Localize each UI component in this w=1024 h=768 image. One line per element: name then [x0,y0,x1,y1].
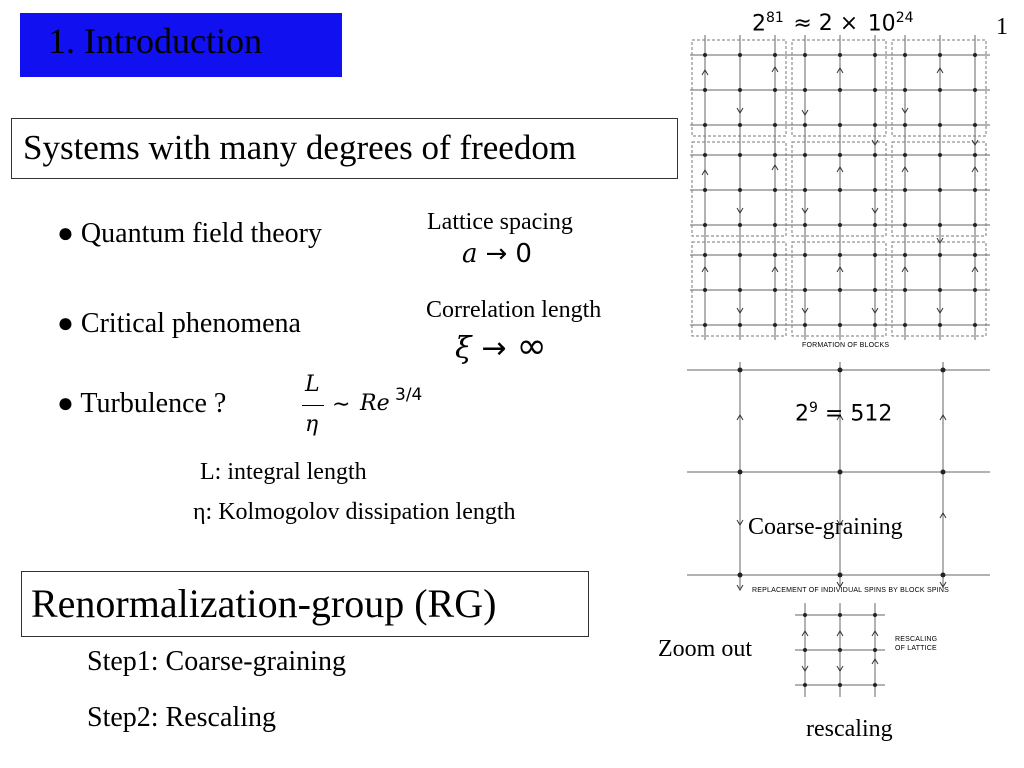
bullet-label: Quantum field theory [80,218,322,249]
slide-title: 1. Introduction [48,21,262,61]
rg-heading: Renormalization-group (RG) [31,581,497,626]
step-2: Step2: Rescaling [87,702,276,733]
bullet-dot-icon: ● [57,218,74,249]
bullet-turbulence [57,388,226,420]
definition-L: L: integral length [200,459,367,485]
zoom-out-label: Zoom out [658,636,752,662]
rescaling-label: rescaling [806,716,893,742]
bullet-dot-icon: ● [57,308,74,339]
definition-eta: η: Kolmogolov dissipation length [193,499,516,525]
correlation-length-label: Correlation length [426,297,602,323]
turbulence-formula: L η ∼ Re 3/4 [300,370,450,442]
bullet-label: Turbulence ? [80,388,227,419]
bullet-critical [57,308,301,340]
coarse-graining-label: Coarse-graining [748,514,903,540]
top-formula: $2^{81} \approx 2 \times 10^{24}$ [752,10,914,37]
caption-rescaling-1: RESCALING [895,636,938,643]
lattice-spacing-label: Lattice spacing [427,209,573,235]
mid-formula: $2^9 = 512$ [795,400,893,427]
caption-replacement: REPLACEMENT OF INDIVIDUAL SPINS BY BLOCK SPINS [752,587,949,594]
lattice-spacing-math: a → 0 [462,239,532,269]
bullet-qft [57,218,322,250]
systems-heading: Systems with many degrees of freedom [23,128,577,167]
caption-blocks: FORMATION OF BLOCKS [802,342,890,349]
rescaled-lattice-diagram [790,600,890,700]
bullet-label: Critical phenomena [80,308,301,339]
step-1: Step1: Coarse-graining [87,646,346,677]
spin-lattice-diagram [680,30,1000,345]
correlation-length-math: ξ → ∞ [455,326,547,367]
block-spin-diagram [685,360,995,595]
page-number: 1 [996,14,1008,40]
bullet-dot-icon: ● [57,388,74,419]
caption-rescaling-2: OF LATTICE [895,645,937,652]
